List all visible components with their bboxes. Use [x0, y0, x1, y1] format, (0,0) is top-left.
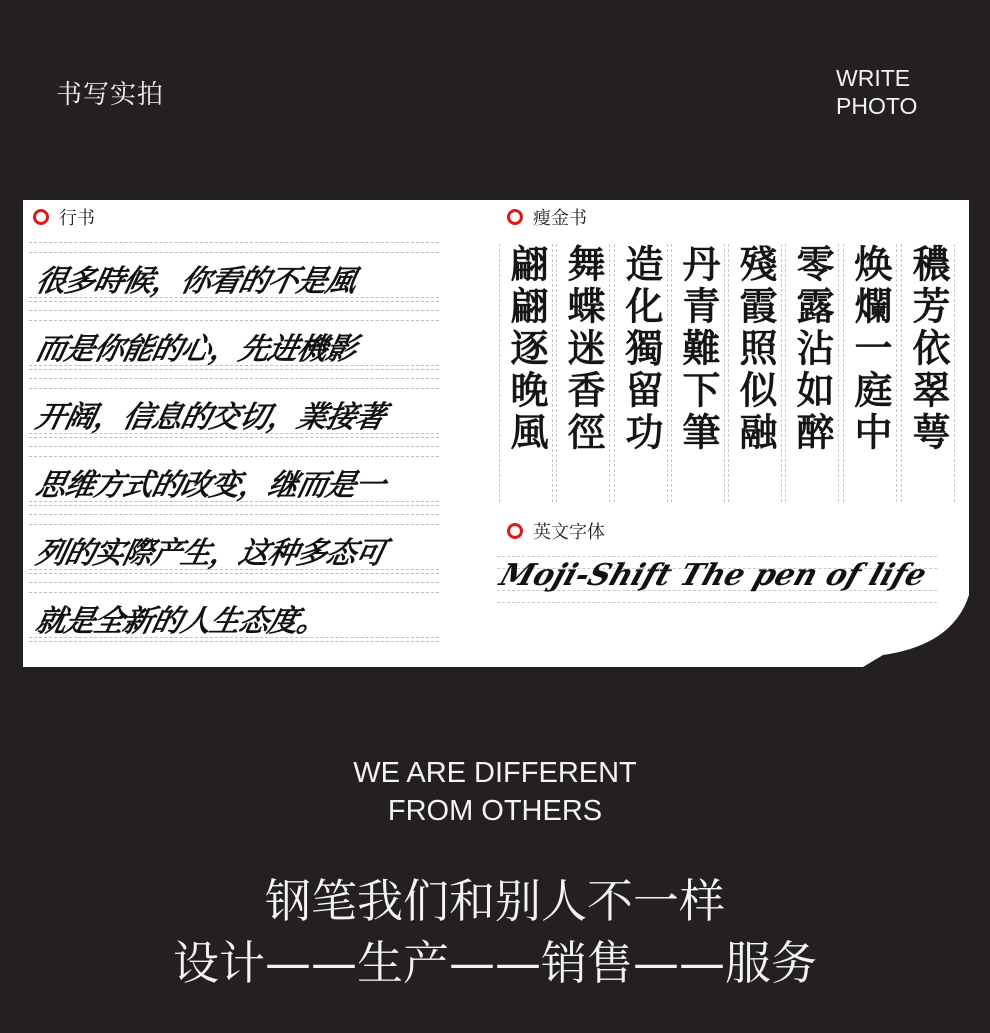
column-text: 焕爛一庭中: [848, 244, 893, 454]
handwriting-line: [29, 582, 439, 642]
slogan-cn-line: 设计——生产——销售——服务: [173, 936, 817, 990]
column-text: 翩翩逐晚風: [504, 244, 549, 454]
handwriting-text: 而是你能的心，先进機影: [32, 332, 359, 367]
handwriting-line: [29, 242, 439, 302]
handwriting-text: 很多時候，你看的不是風: [32, 264, 359, 299]
section-header-running: [33, 204, 95, 230]
red-circle-icon: [33, 209, 49, 225]
handwriting-line: [29, 446, 439, 506]
slogan-en: [0, 754, 990, 830]
column-text: 造化獨留功: [619, 244, 664, 454]
vertical-column: [499, 244, 553, 502]
handwriting-text: 列的实際产生，这种多态可: [32, 536, 388, 571]
writing-sample-sheet: [23, 200, 969, 667]
vertical-column: [785, 244, 839, 502]
handwriting-text: 开阔，信息的交切，業接著: [32, 400, 388, 435]
slogan-en-line: FROM OTHERS: [387, 795, 603, 827]
english-script-line: [497, 550, 937, 610]
section-header-slender-gold: [507, 204, 587, 230]
section-header-english: [507, 518, 605, 544]
vertical-column: [556, 244, 610, 502]
handwriting-line: [29, 310, 439, 370]
section-label: 英文字体: [533, 522, 605, 543]
red-circle-icon: [507, 523, 523, 539]
handwriting-line: [29, 378, 439, 438]
column-text: 丹青難下筆: [676, 244, 721, 454]
title-en-line: PHOTO: [836, 93, 918, 119]
title-en-line: WRITE: [836, 65, 911, 91]
handwriting-line: [29, 514, 439, 574]
vertical-column: [843, 244, 897, 502]
slender-gold-block: [497, 244, 957, 504]
page-title-en: [836, 64, 917, 120]
page-title-cn: 书写实拍: [56, 80, 165, 110]
red-circle-icon: [507, 209, 523, 225]
vertical-column: [901, 244, 955, 502]
column-text: 零露沾如醉: [790, 244, 835, 454]
column-text: 殘霞照似融: [733, 244, 778, 454]
section-label: 行书: [59, 208, 95, 229]
vertical-column: [728, 244, 782, 502]
section-label: 瘦金书: [533, 208, 587, 229]
column-text: 穠芳依翠萼: [906, 244, 951, 454]
vertical-column: [671, 244, 725, 502]
handwriting-text: 就是全新的人生态度。: [32, 604, 330, 639]
slogan-cn-line: 钢笔我们和别人不一样: [265, 874, 725, 928]
english-handwriting: Moji-Shift The pen of life: [495, 558, 931, 593]
running-script-block: [29, 242, 439, 652]
handwriting-text: 思维方式的改变，继而是一: [32, 468, 388, 503]
slogan-cn: [0, 870, 990, 994]
vertical-column: [614, 244, 668, 502]
column-text: 舞蝶迷香徑: [561, 244, 606, 454]
slogan-en-line: WE ARE DIFFERENT: [353, 757, 637, 789]
